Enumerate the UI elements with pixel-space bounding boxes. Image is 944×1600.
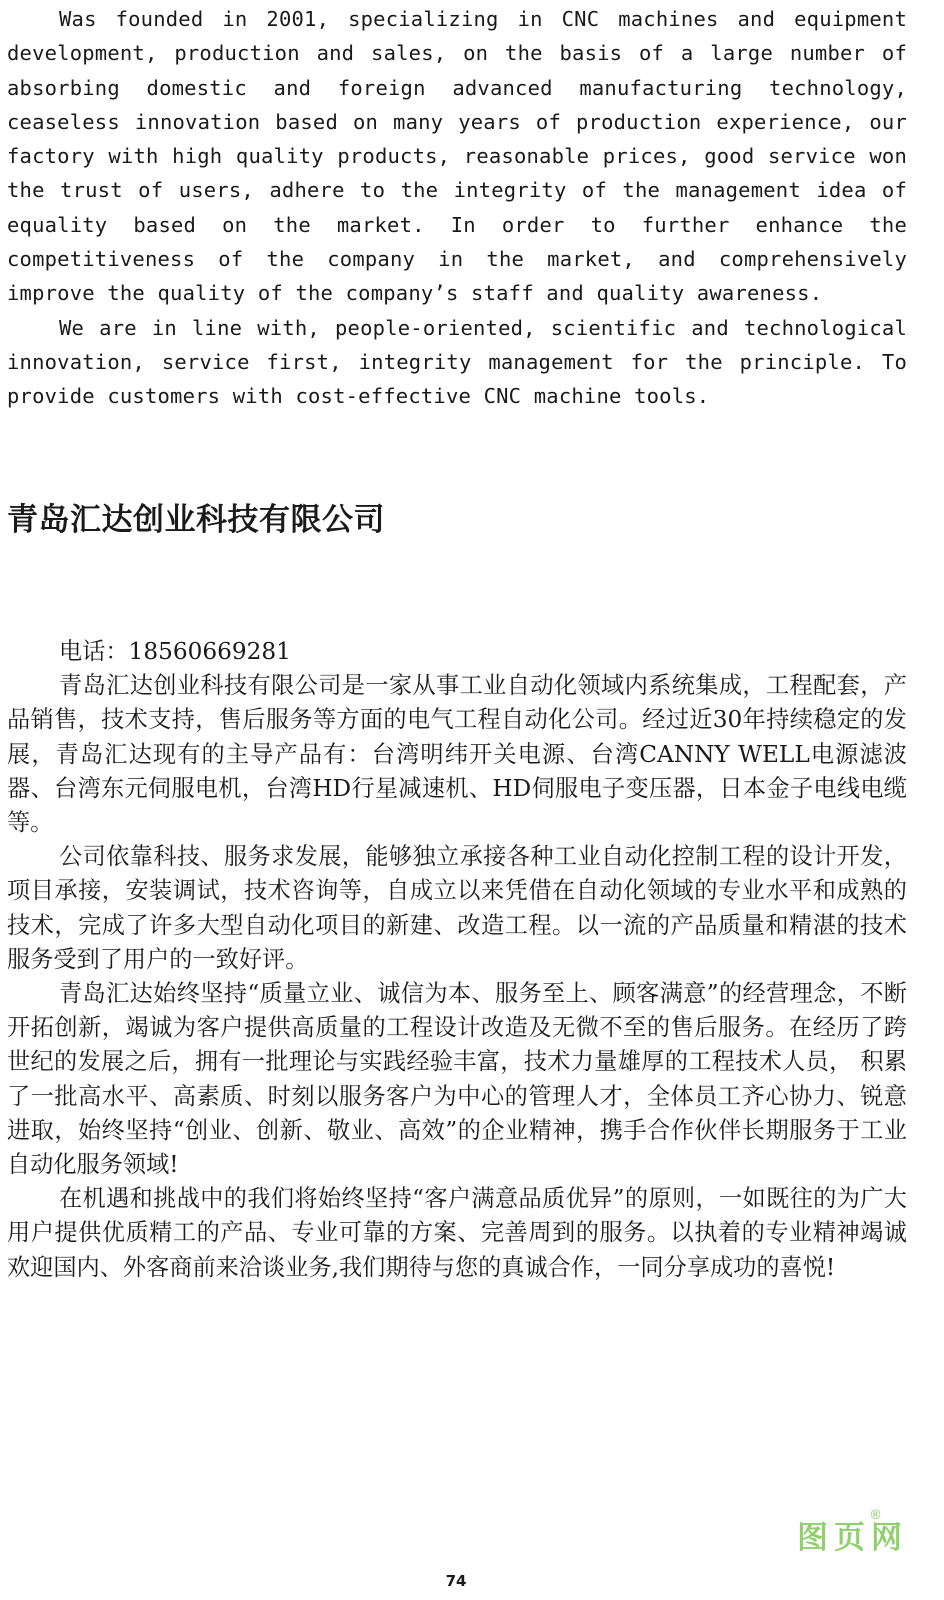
watermark-registered-mark: ® <box>869 1508 882 1523</box>
english-paragraph-2: We are in line with, people-oriented, scientific and technological innovation, service first, integrity management for the principle. To provide customers with cost-effective CNC machine tools. <box>7 315 907 409</box>
company-title: 青岛汇达创业科技有限公司 <box>7 502 385 538</box>
page-number: 74 <box>445 1572 467 1590</box>
english-intro-section <box>7 2 907 414</box>
company-paragraph-1: 青岛汇达创业科技有限公司是一家从事工业自动化领域内系统集成，工程配套，产品销售，技术支持，售后服务等方面的电气工程自动化公司。经过近30年持续稳定的发展，青岛汇达现有的主导产品有：台湾明纬开关电源、台湾CANNY WELL电源滤波器、台湾东元伺服电机，台湾HD行星减速机、HD伺服电子变压器，日本金子电线电缆等。 <box>7 672 907 837</box>
phone-line: 电话：18560669281 <box>59 638 291 665</box>
company-paragraph-4: 在机遇和挑战中的我们将始终坚持“客户满意品质优异”的原则，一如既往的为广大用户提供优质精工的产品、专业可靠的方案、完善周到的服务。以执着的专业精神竭诚欢迎国内、外客商前来洽谈业务,我们期待与您的真诚合作，一同分享成功的喜悦! <box>7 1185 907 1281</box>
watermark-logo: 图页网 <box>797 1520 908 1556</box>
company-paragraph-2: 公司依靠科技、服务求发展，能够独立承接各种工业自动化控制工程的设计开发，项目承接，安装调试，技术咨询等，自成立以来凭借在自动化领域的专业水平和成熟的技术，完成了许多大型自动化项目的新建、改造工程。以一流的产品质量和精湛的技术服务受到了用户的一致好评。 <box>7 843 907 973</box>
company-description-section <box>7 635 907 1285</box>
english-paragraph-1: Was founded in 2001, specializing in CNC machines and equipment development, production and sales, on the basis of a large number of absorbing domestic and foreign advanced manufacturing technology, ceaseless innovation based on many years of production experience, our factory with high quality products, reasonable prices, good service won the trust of users, adhere to the integrity of the management idea of equality based on the market. In order to further enhance the competitiveness of the company in the market, and comprehensively improve the quality of the company’s staff and quality awareness. <box>7 7 907 306</box>
company-paragraph-3: 青岛汇达始终坚持“质量立业、诚信为本、服务至上、顾客满意”的经营理念，不断开拓创新，竭诚为客户提供高质量的工程设计改造及无微不至的售后服务。在经历了跨世纪的发展之后，拥有一批理论与实践经验丰富，技术力量雄厚的工程技术人员， 积累了一批高水平、高素质、时刻以服务客户为中心的管理人才，全体员工齐心协力、锐意进取，始终坚持“创业、创新、敬业、高效”的企业精神，携手合作伙伴长期服务于工业自动化服务领域! <box>7 980 907 1179</box>
